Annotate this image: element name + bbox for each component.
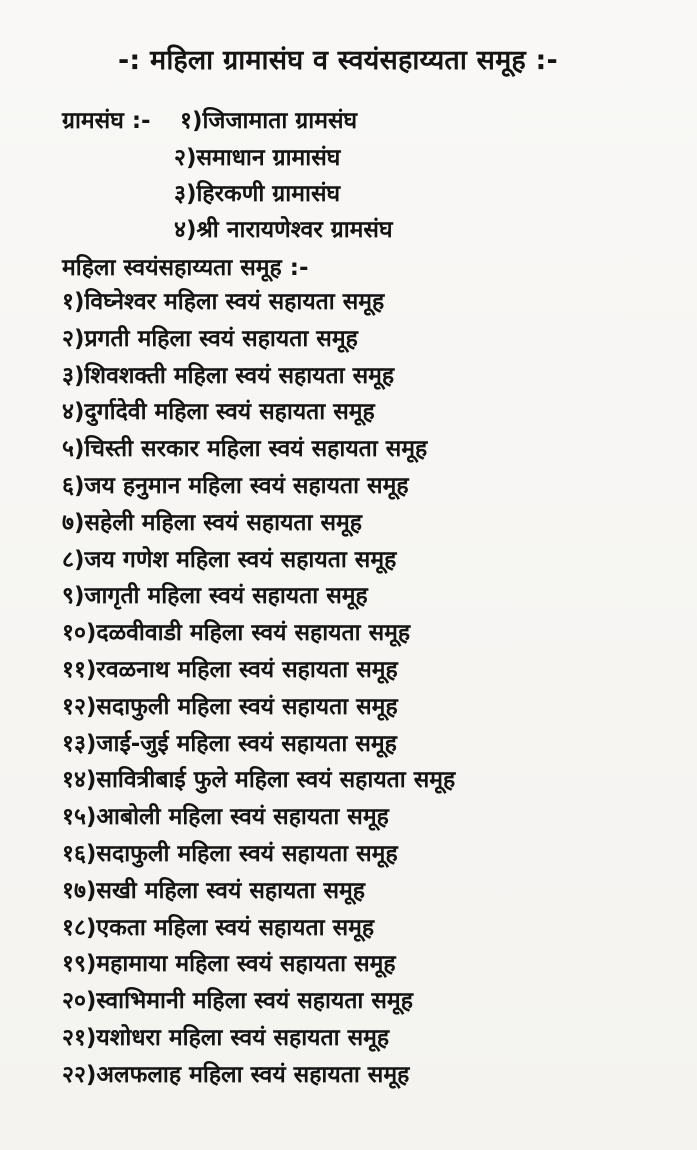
shg-list-item: १०)दळवीवाडी महिला स्वयं सहायता समूह [62, 620, 411, 647]
shg-list-item: १८)एकता महिला स्वयं सहायता समूह [62, 914, 375, 941]
shg-list-item: १६)सदाफुली महिला स्वयं सहायता समूह [62, 840, 398, 867]
shg-list-item: २२)अलफलाह महिला स्वयं सहायता समूह [62, 1061, 410, 1088]
shg-list-item: २१)यशोधरा महिला स्वयं सहायता समूह [62, 1024, 390, 1051]
shg-list-item: ११)रवळनाथ महिला स्वयं सहायता समूह [62, 656, 398, 683]
shg-list-item: ८)जय गणेश महिला स्वयं सहायता समूह [62, 546, 397, 573]
document-title: -: महिला ग्रामासंघ व स्वयंसहाय्यता समूह :- [118, 45, 558, 76]
shg-list-item: ४)दुर्गादेवी महिला स्वयं सहायता समूह [62, 399, 375, 426]
shg-list-item: १७)सखी महिला स्वयं सहायता समूह [62, 877, 365, 904]
shg-list-item: १५)आबोली महिला स्वयं सहायता समूह [62, 804, 389, 831]
shg-heading: महिला स्वयंसहाय्यता समूह :- [62, 255, 309, 281]
shg-list-item: १४)सावित्रीबाई फुले महिला स्वयं सहायता समूह [62, 767, 456, 794]
shg-list-item: १)विघ्नेश्वर महिला स्वयं सहायता समूह [62, 289, 385, 315]
shg-list-item: २०)स्वाभिमानी महिला स्वयं सहायता समूह [62, 988, 413, 1015]
shg-list-item: ३)शिवशक्ती महिला स्वयं सहायता समूह [62, 362, 395, 389]
gramsangh-item: ४)श्री नारायणेश्वर ग्रामसंघ [174, 217, 393, 243]
gramsangh-item: ३)हिरकणी ग्रामासंघ [174, 181, 341, 207]
shg-list-item: ९)जागृती महिला स्वयं सहायता समूह [62, 583, 368, 610]
shg-list-item: १२)सदाफुली महिला स्वयं सहायता समूह [62, 693, 398, 720]
gramsangh-item: १)जिजामाता ग्रामसंघ [180, 108, 358, 134]
shg-list-item: २)प्रगती महिला स्वयं सहायता समूह [62, 325, 358, 352]
gramsangh-label: ग्रामसंघ :- [62, 108, 151, 134]
shg-list-item: १९)महामाया महिला स्वयं सहायता समूह [62, 951, 396, 978]
shg-list-item: ६)जय हनुमान महिला स्वयं सहायता समूह [62, 472, 409, 499]
shg-list-item: १३)जाई-जुई महिला स्वयं सहायता समूह [62, 730, 397, 757]
shg-list-item: ७)सहेली महिला स्वयं सहायता समूह [62, 509, 363, 536]
shg-list [62, 284, 682, 1094]
shg-list-item: ५)चिस्ती सरकार महिला स्वयं सहायता समूह [62, 436, 428, 463]
gramsangh-item: २)समाधान ग्रामासंघ [174, 145, 341, 171]
